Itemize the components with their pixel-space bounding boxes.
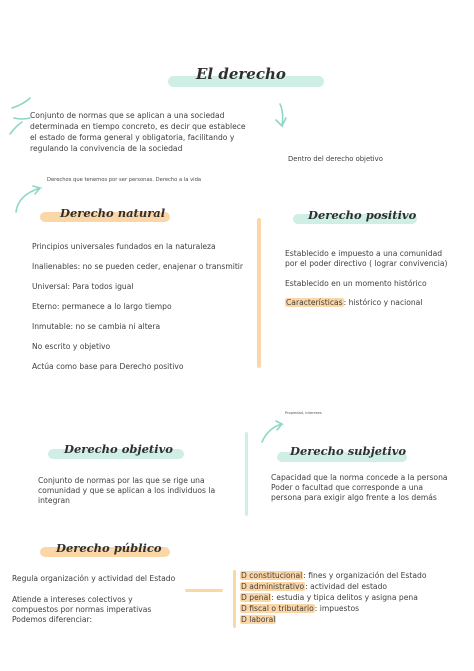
publico-line-1: Regula organización y actividad del Estado [12,574,176,583]
subjetivo-line-1: Capacidad que la norma concede a la persona [271,473,448,482]
natural-item-5: Inmutable: no se cambia ni altera [32,322,161,331]
objetivo-line-1: Conjunto de normas por las que se rige una [38,476,205,485]
branch-mark: D administrativo [241,582,305,591]
mark-low [10,122,22,134]
natural-item-4: Eterno: permanece a lo largo tiempo [32,302,172,311]
positivo-heading: Derecho positivo [308,208,417,222]
divider-natural-positivo [257,218,261,368]
characteristics-mark: Características [286,298,343,307]
subjetivo-line-3: persona para exigir algo frente a los demás [271,493,437,502]
natural-heading: Derecho natural [60,206,166,220]
subjetivo-heading: Derecho subjetivo [290,444,407,458]
objetivo-line-3: integran [38,496,70,505]
branch-mark: D penal [241,593,271,602]
branch-rest: : estudia y tipica delitos y asigna pena [271,593,418,602]
positivo-historic: Establecido en un momento histórico [285,279,427,288]
branch-rest: : actividad del estado [305,582,388,591]
publico-connector [185,589,223,592]
natural-item-2: Inalienables: no se pueden ceder, enajenar o transmitir [32,262,244,271]
arrow-down-right [276,104,286,126]
intro-note-left: Derechos que tenemos por ser personas. Derecho a la vida [47,177,202,183]
branch-rest: : impuestos [314,604,360,613]
intro-line-1: Conjunto de normas que se aplican a una sociedad [30,111,225,120]
natural-item-6: No escrito y objetivo [32,342,111,351]
natural-item-1: Principios universales fundados en la naturaleza [32,242,216,251]
intro-line-3: el estado de forma general y obligatoria, facilitando y [30,133,235,142]
branch-constitucional [240,571,426,581]
branch-administrativo [240,582,387,592]
natural-item-3: Universal: Para todos igual [32,282,134,291]
publico-line-2: Atiende a intereses colectivos y [12,595,133,604]
branch-laboral [240,615,276,625]
branch-penal [240,593,418,603]
mark-top [12,98,30,108]
objetivo-heading: Derecho objetivo [64,442,173,456]
subjetivo-note: Propiedad, intereses [285,411,322,415]
positivo-line-2: por el poder directivo ( lograr convivencia) [285,259,448,268]
positivo-line-1: Establecido e impuesto a una comunidad [285,249,443,258]
publico-line-4: Podemos diferenciar: [12,615,93,624]
mark-mid [14,118,30,119]
subjetivo-line-2: Poder o facultad que corresponde a una [271,483,423,492]
branch-mark: D constitucional [241,571,303,580]
branch-rest: : fines y organización del Estado [303,571,427,580]
positivo-characteristics [285,298,422,308]
arrow-subjetivo [262,421,282,442]
objetivo-line-2: comunidad y que se aplican a los individuos la [38,486,216,495]
publico-bracket [233,570,236,628]
intro-note-right: Dentro del derecho objetivo [288,155,383,163]
divider-objetivo-subjetivo [245,432,248,516]
intro-line-2: determinada en tiempo concreto, es decir que establece [30,122,246,131]
natural-item-7: Actúa como base para Derecho positivo [32,362,184,371]
branch-mark: D fiscal o tributario [241,604,314,613]
page-title: El derecho [196,65,286,83]
intro-line-4: regulando la convivencia de la sociedad [30,144,183,153]
publico-line-3: compuestos por normas imperativas [12,605,152,614]
branch-mark: D laboral [241,615,276,624]
publico-heading: Derecho público [56,541,162,555]
arrow-left-curve [16,186,40,212]
characteristics-rest: : histórico y nacional [343,298,423,307]
branch-fiscal [240,604,359,614]
